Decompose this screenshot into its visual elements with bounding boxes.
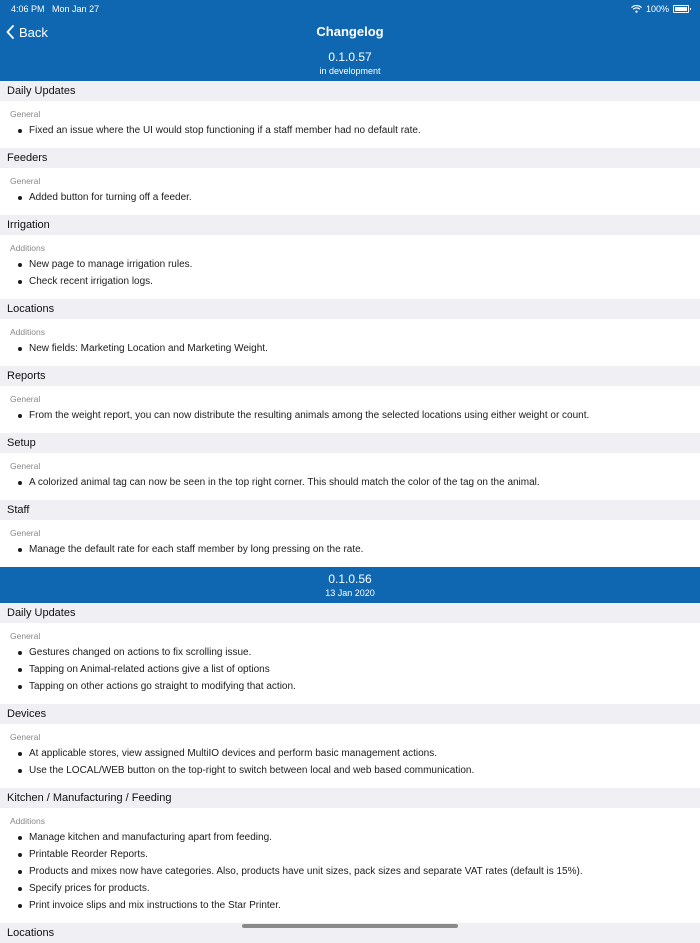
change-item: Fixed an issue where the UI would stop functioning if a staff member had no default rate. [10,122,690,139]
section-body [0,101,700,148]
change-item: Use the LOCAL/WEB button on the top-right to switch between local and web based communication. [10,762,690,779]
section-body [0,453,700,500]
category-label: General [10,732,41,742]
change-list [10,745,690,779]
section-header: Setup [0,433,700,453]
category-label: General [10,631,41,641]
change-item: New page to manage irrigation rules. [10,256,690,273]
version-header [0,45,700,81]
home-indicator[interactable] [242,924,458,928]
change-list [10,829,690,914]
status-time: 4:06 PM [11,4,45,14]
change-list [10,122,690,139]
section-header: Daily Updates [0,603,700,623]
section-header: Feeders [0,148,700,168]
change-item: Print invoice slips and mix instructions to the Star Printer. [10,897,690,914]
change-item: Tapping on Animal-related actions give a list of options [10,661,690,678]
changelog-list[interactable] [0,45,700,943]
section-header: Irrigation [0,215,700,235]
change-item: Manage the default rate for each staff member by long pressing on the rate. [10,541,690,558]
section-header: Kitchen / Manufacturing / Feeding [0,788,700,808]
section-header: Staff [0,500,700,520]
category-label: Additions [10,816,45,826]
change-item: At applicable stores, view assigned MultiIO devices and perform basic management actions. [10,745,690,762]
section-header: Locations [0,299,700,319]
change-item: Check recent irrigation logs. [10,273,690,290]
change-list [10,340,690,357]
change-item: Gestures changed on actions to fix scrolling issue. [10,644,690,661]
change-list [10,474,690,491]
category-label: Additions [10,243,45,253]
back-label: Back [19,24,48,40]
chevron-left-icon [6,25,14,39]
change-list [10,256,690,290]
change-item: New fields: Marketing Location and Marketing Weight. [10,340,690,357]
category-label: General [10,176,41,186]
section-header: Locations [0,923,700,943]
section-header: Devices [0,704,700,724]
wifi-icon [631,5,642,13]
change-item: Tapping on other actions go straight to modifying that action. [10,678,690,695]
category-label: General [10,109,41,119]
change-item: Specify prices for products. [10,880,690,897]
section-body [0,808,700,923]
version-date: 13 Jan 2020 [325,587,375,598]
section-body [0,235,700,299]
version-date: in development [319,65,381,76]
section-header: Daily Updates [0,81,700,101]
section-body [0,168,700,215]
navigation-bar [0,18,700,45]
category-label: General [10,394,41,404]
section-header: Reports [0,366,700,386]
change-item: Manage kitchen and manufacturing apart from feeding. [10,829,690,846]
page-title: Changelog [316,24,384,39]
change-item: Products and mixes now have categories. Also, products have unit sizes, pack sizes and separate VAT rates (default is 15%). [10,863,690,880]
category-label: Additions [10,327,45,337]
change-item: A colorized animal tag can now be seen in the top right corner. This should match the color of the tag on the animal. [10,474,690,491]
change-list [10,189,690,206]
status-date: Mon Jan 27 [52,4,100,14]
section-body [0,319,700,366]
status-right [631,4,689,14]
section-body [0,623,700,704]
category-label: General [10,528,41,538]
battery-icon [673,5,689,13]
version-number: 0.1.0.56 [328,571,372,586]
change-item: Added button for turning off a feeder. [10,189,690,206]
section-body [0,520,700,567]
back-button[interactable] [6,21,48,43]
section-body [0,386,700,433]
change-item: Printable Reorder Reports. [10,846,690,863]
category-label: General [10,461,41,471]
status-bar [0,0,700,18]
change-list [10,407,690,424]
change-item: From the weight report, you can now distribute the resulting animals among the selected locations using either weight or count. [10,407,690,424]
status-left [11,4,99,14]
battery-percent: 100% [645,4,669,14]
section-body [0,724,700,788]
version-header [0,567,700,603]
change-list [10,541,690,558]
change-list [10,644,690,695]
version-number: 0.1.0.57 [328,49,372,64]
